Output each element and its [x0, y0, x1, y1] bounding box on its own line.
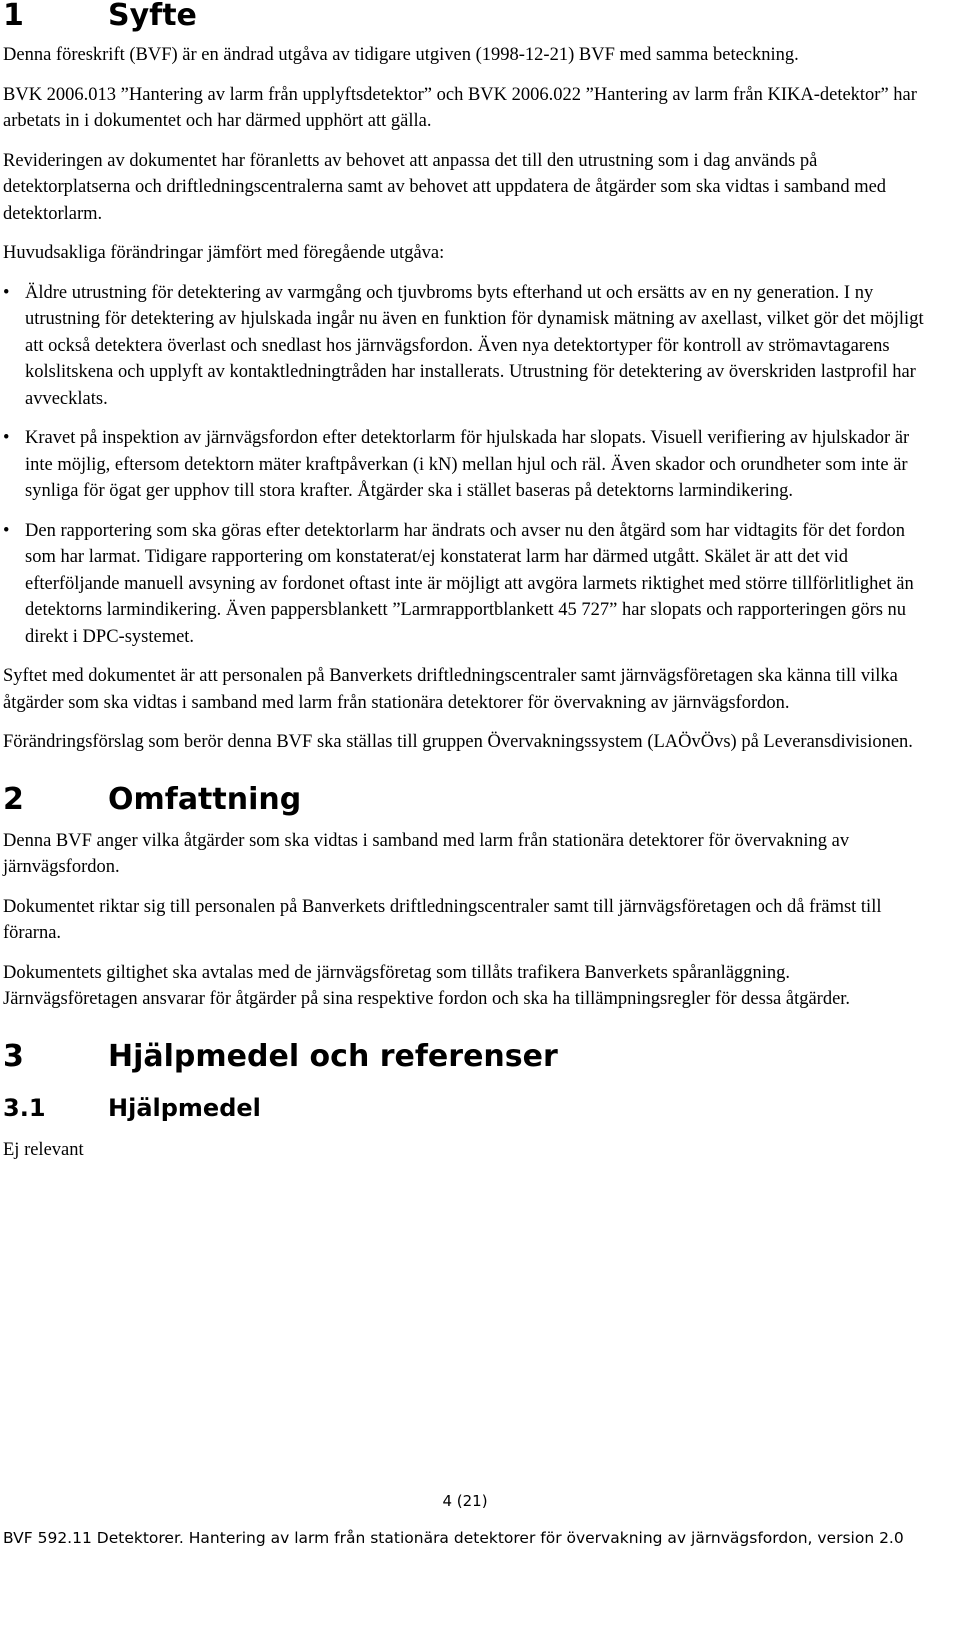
section-1-heading	[3, 0, 925, 34]
paragraph: Syftet med dokumentet är att personalen på Banverkets driftledningscentraler samt järnvägsföretagen ska känna till vilka åtgärder som ska vidtas i samband med larm från stationära detektorer för övervakning av järnvägsfordon.	[3, 666, 898, 713]
paragraph: Revideringen av dokumentet har föranletts av behovet att anpassa det till den utrustning som i dag används på detektorplatserna och driftledningscentralerna samt av behovet att uppdatera de åtgärder som ska vidtas i samband med detektorlarm.	[3, 150, 887, 224]
section-3-1-heading	[3, 1093, 925, 1123]
bullet-icon: •	[3, 428, 10, 448]
paragraph: Denna BVF anger vilka åtgärder som ska vidtas i samband med larm från stationära detektorer för övervakning av järnvägsfordon.	[3, 830, 850, 877]
section-number: 1	[3, 0, 24, 33]
section-number: 3	[3, 1038, 24, 1074]
section-number: 2	[3, 781, 24, 817]
list-item-text: Den rapportering som ska göras efter detektorlarm har ändrats och avser nu den åtgärd som har vidtagits för det fordon som har larmat. Tidigare rapportering om konstaterat/ej konstaterat larm har därmed utgått. Skälet är att det vid efterföljande manuell avsyning av fordonet oftast inte är möjligt att avgöra larmets riktighet med större tillförlitlighet än detektorns larmindikering. Även pappersblankett ”Larmrapportblankett 45 727” har slopats och rapporteringen görs nu direkt i DPC-systemet.	[25, 520, 914, 647]
list-item	[3, 518, 925, 651]
bullet-icon: •	[3, 520, 10, 541]
paragraph: Ej relevant	[3, 1139, 84, 1160]
paragraph: Dokumentets giltighet ska avtalas med de järnvägsföretag som tillåts trafikera Banverkets spåranläggning. Järnvägsföretagen ansvarar för åtgärder på sina respektive fordon och ska ha tillämpningsregler för dessa åtgärder.	[3, 962, 851, 1009]
paragraph: Förändringsförslag som berör denna BVF ska ställas till gruppen Övervakningssystem (LAÖvÖvs) på Leveransdivisionen.	[3, 732, 913, 752]
bullet-icon: •	[3, 282, 10, 303]
document-footer: BVF 592.11 Detektorer. Hantering av larm från stationära detektorer för övervakning av järnvägsfordon, version 2.0	[3, 1529, 904, 1547]
paragraph: Denna föreskrift (BVF) är en ändrad utgåva av tidigare utgiven (1998-12-21) BVF med samma beteckning.	[3, 45, 799, 65]
list-item-text: Äldre utrustning för detektering av varmgång och tjuvbroms byts efterhand ut och ersätts av en ny generation. I ny utrustning för detektering av hjulskada ingår nu även en funktion för dynamisk mätning av axellast, vilket gör det möjligt att också detektera överlast och snedlast hos järnvägsfordon. Även nya detektortyper för kontroll av strömavtagarens kolslitskena och upplyft av kontaktledningtråden har installerats. Utrustning för detektering av överskriden lastprofil har avvecklats.	[25, 282, 924, 409]
section-2-heading	[3, 782, 925, 818]
section-3-heading	[3, 1039, 925, 1075]
section-title: Hjälpmedel	[108, 1093, 261, 1122]
list-item	[3, 280, 925, 413]
section-title: Omfattning	[108, 781, 302, 817]
paragraph: Dokumentet riktar sig till personalen på Banverkets driftledningscentraler samt till järnvägsföretagen och då främst till förarna.	[3, 896, 882, 943]
list-item-text: Kravet på inspektion av järnvägsfordon efter detektorlarm för hjulskada har slopats. Visuell verifiering av hjulskador är inte möjlig, eftersom detektorn mäter kraftpåverkan (i kN) mellan hjul och räl. Även skador och orundheter som inte är synliga för ögat ger upphov till stora krafter. Åtgärder ska i stället baseras på detektorns larmindikering.	[25, 428, 910, 501]
list-item	[3, 425, 925, 505]
page-number: 4 (21)	[442, 1492, 488, 1510]
section-title: Hjälpmedel och referenser	[108, 1038, 558, 1074]
section-number: 3.1	[3, 1093, 46, 1122]
section-title: Syfte	[108, 0, 197, 33]
document-page	[3, 0, 925, 1176]
paragraph: Huvudsakliga förändringar jämfört med föregående utgåva:	[3, 243, 445, 263]
bullet-list	[3, 280, 925, 651]
paragraph: BVK 2006.013 ”Hantering av larm från upplyftsdetektor” och BVK 2006.022 ”Hantering av larm från KIKA-detektor” har arbetats in i dokumentet och har därmed upphört att gälla.	[3, 84, 917, 131]
